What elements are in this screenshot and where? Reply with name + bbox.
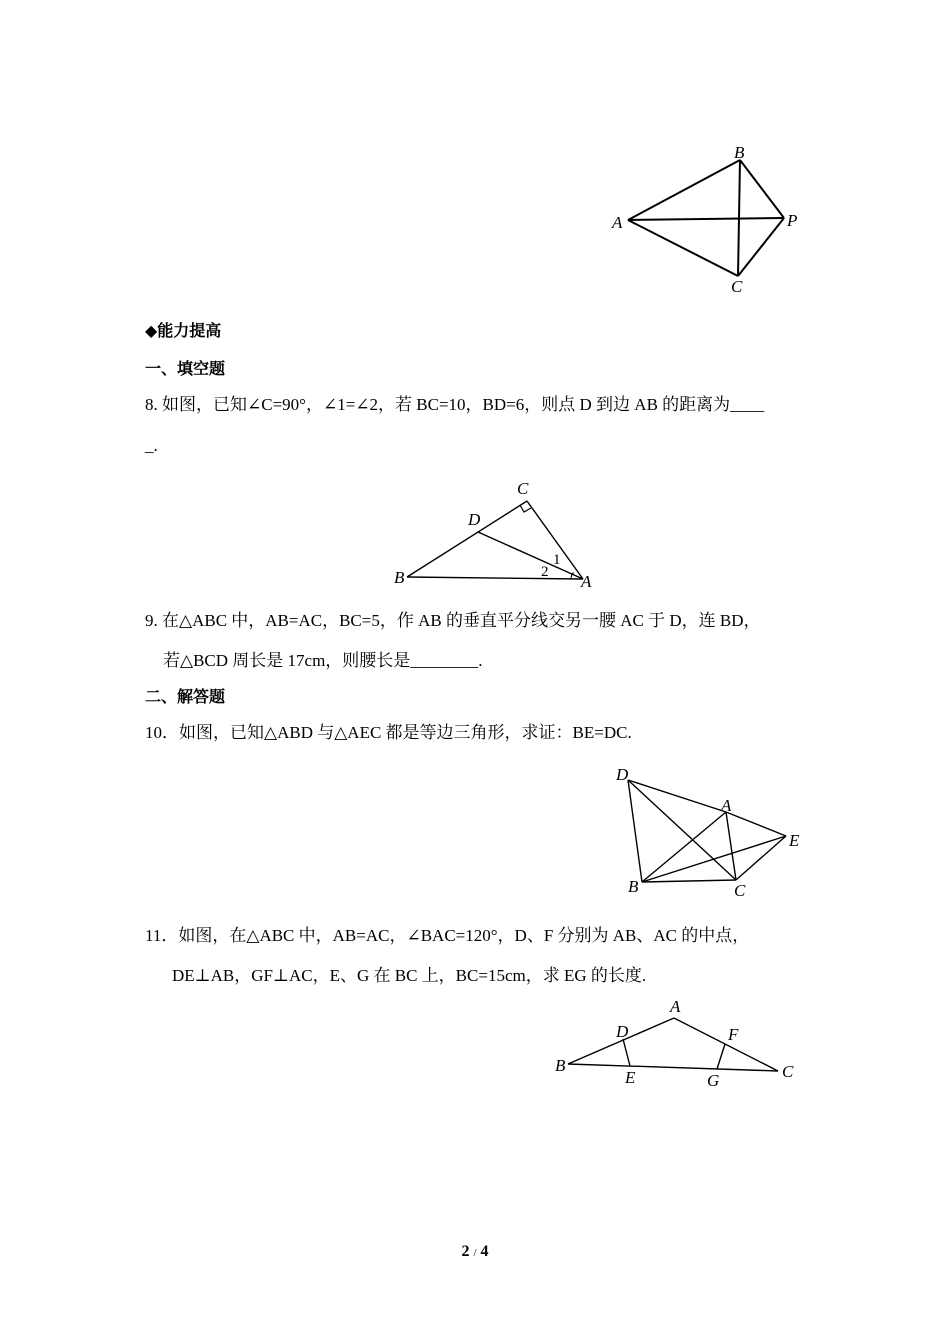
label-d: D: [616, 765, 629, 784]
segment-bc: [407, 501, 527, 577]
right-angle-mark: [520, 505, 531, 512]
page-separator: /: [473, 1247, 477, 1259]
figure-q8: [385, 475, 605, 595]
question-8-line2: _.: [145, 436, 158, 455]
part1-title: 一、填空题: [145, 359, 226, 378]
label-c: C: [517, 479, 529, 498]
angle-label-1: 1: [553, 552, 561, 568]
question-11-line1: 11．如图，在△ABC 中，AB=AC，∠BAC=120°，D、F 分别为 AB、AC 的中点，: [145, 926, 750, 945]
segment-ce: [736, 836, 786, 880]
label-a: A: [581, 572, 592, 591]
label-b: B: [394, 568, 405, 587]
figure-q10: [600, 758, 820, 908]
segment-fg: [717, 1044, 725, 1069]
question-9-line1: 9. 在△ABC 中，AB=AC，BC=5，作 AB 的垂直平分线交另一腰 AC 于 D，连 BD，: [145, 611, 761, 630]
segment-db: [628, 780, 642, 882]
segment-ac: [628, 220, 738, 276]
label-b: B: [628, 877, 639, 896]
label-a: A: [612, 213, 623, 232]
segment-bc: [642, 880, 736, 882]
label-e: E: [789, 831, 800, 850]
question-11-line2: DE⊥AB，GF⊥AC，E、G 在 BC 上，BC=15cm，求 EG 的长度.: [172, 966, 647, 985]
segment-ac: [726, 812, 736, 880]
label-c: C: [731, 277, 743, 296]
section-title: ◆能力提高: [145, 321, 222, 340]
page-number: [0, 1243, 950, 1261]
segment-pc: [738, 218, 784, 276]
segment-da: [628, 780, 726, 812]
label-c: C: [734, 881, 746, 900]
question-9-line2: 若△BCD 周长是 17cm，则腰长是________.: [163, 651, 483, 670]
segment-ab: [628, 160, 740, 220]
segment-bc: [568, 1064, 778, 1071]
label-c: C: [782, 1062, 794, 1081]
label-g: G: [707, 1071, 720, 1090]
figure-abpc: [600, 140, 820, 300]
page-current: 2: [461, 1243, 470, 1260]
label-d: D: [616, 1022, 629, 1041]
angle-label-2: 2: [541, 564, 549, 580]
segment-ap: [628, 218, 784, 220]
label-b: B: [555, 1056, 566, 1075]
segment-be: [642, 836, 786, 882]
label-e: E: [625, 1068, 636, 1087]
part2-title: 二、解答题: [145, 687, 226, 706]
segment-ac: [674, 1018, 778, 1071]
page-total: 4: [480, 1243, 489, 1260]
segment-de: [623, 1039, 630, 1066]
label-f: F: [728, 1025, 739, 1044]
figure-q11: [548, 997, 808, 1097]
segment-ba: [407, 577, 583, 579]
question-10-line1: 10．如图，已知△ABD 与△AEC 都是等边三角形，求证：BE=DC.: [145, 723, 632, 742]
segment-bc: [738, 160, 740, 276]
segment-ae: [726, 812, 786, 836]
label-b: B: [734, 143, 745, 162]
segment-bp: [740, 160, 784, 218]
label-a: A: [721, 796, 732, 815]
segment-dc: [628, 780, 736, 880]
label-p: P: [787, 211, 798, 230]
segment-da: [478, 532, 583, 579]
label-d: D: [468, 510, 481, 529]
question-8-line1: 8. 如图，已知∠C=90°，∠1=∠2，若 BC=10，BD=6，则点 D 到边 AB 的距离为____: [145, 395, 765, 414]
label-a: A: [670, 997, 681, 1016]
segment-ab: [642, 812, 726, 882]
